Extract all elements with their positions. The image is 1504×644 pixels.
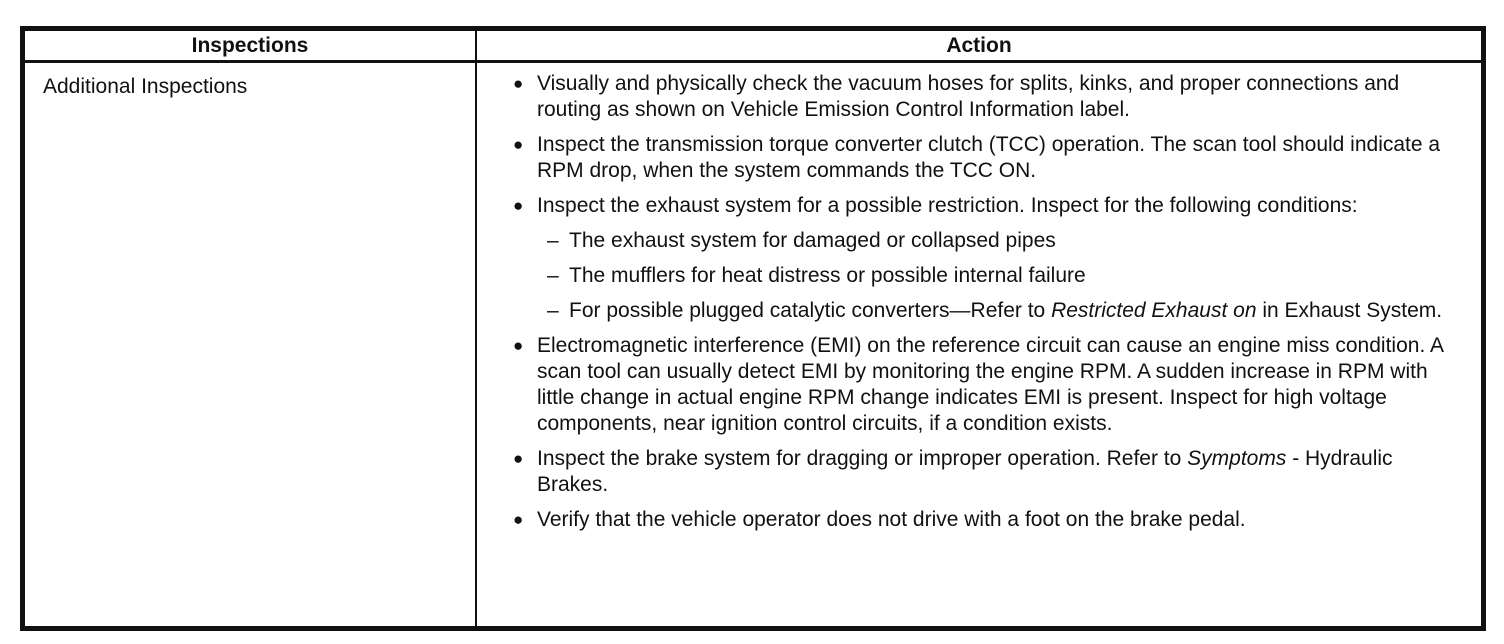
action-text: Verify that the vehicle operator does not drive with a foot on the brake pedal. [537,508,1246,531]
action-item [511,132,1461,184]
action-item [511,507,1461,533]
action-item [511,333,1461,437]
inspection-table-grid [23,29,1483,628]
action-text: Visually and physically check the vacuum hoses for splits, kinks, and proper connections and routing as shown on Vehicle Emission Control Information label. [537,72,1400,121]
action-item [511,446,1461,498]
inspection-cell: Additional Inspections [24,62,476,628]
action-cell [476,62,1482,628]
action-list [511,71,1461,533]
action-item [511,71,1461,123]
sub-condition-text: The exhaust system for damaged or collapsed pipes [569,229,1056,252]
dash-icon: – [547,264,559,287]
sub-condition-item [537,298,1461,324]
bullet-icon: ● [513,449,524,468]
sub-condition-text: The mufflers for heat distress or possible internal failure [569,264,1086,287]
sub-condition-item [537,228,1461,254]
sub-condition-list [537,228,1461,324]
action-text: Inspect the transmission torque converter clutch (TCC) operation. The scan tool should indicate a RPM drop, when the system commands the TCC ON. [537,133,1441,182]
inspection-table [20,26,1486,631]
sub-condition-text: For possible plugged catalytic converters—Refer to [569,299,1052,322]
sub-condition-text: in Exhaust System. [1256,299,1443,322]
bullet-icon: ● [513,336,524,355]
bullet-icon: ● [513,196,524,215]
bullet-icon: ● [513,135,524,154]
bullet-icon: ● [513,74,524,93]
header-action: Action [476,30,1482,62]
bullet-icon: ● [513,510,524,529]
dash-icon: – [547,299,559,322]
action-text: - Hydraulic Brakes. [537,447,1393,496]
action-text: Electromagnetic interference (EMI) on the reference circuit can cause an engine miss condition. A scan tool can usually detect EMI by monitoring the engine RPM. A sudden increase in RPM with little change in actual engine RPM change indicates EMI is present. Inspect for high voltage components, near ignition control circuits, if a condition exists. [537,334,1443,435]
reference-restricted-exhaust: Restricted Exhaust on [1051,299,1257,322]
header-row [24,30,1482,62]
table-row [24,62,1482,628]
sub-condition-item [537,263,1461,289]
header-inspections: Inspections [24,30,476,62]
dash-icon: – [547,229,559,252]
action-item [511,193,1461,324]
reference-symptoms: Symptoms [1187,447,1287,470]
action-text: Inspect the brake system for dragging or improper operation. Refer to [537,447,1188,470]
action-text: Inspect the exhaust system for a possible restriction. Inspect for the following conditions: [537,194,1358,217]
